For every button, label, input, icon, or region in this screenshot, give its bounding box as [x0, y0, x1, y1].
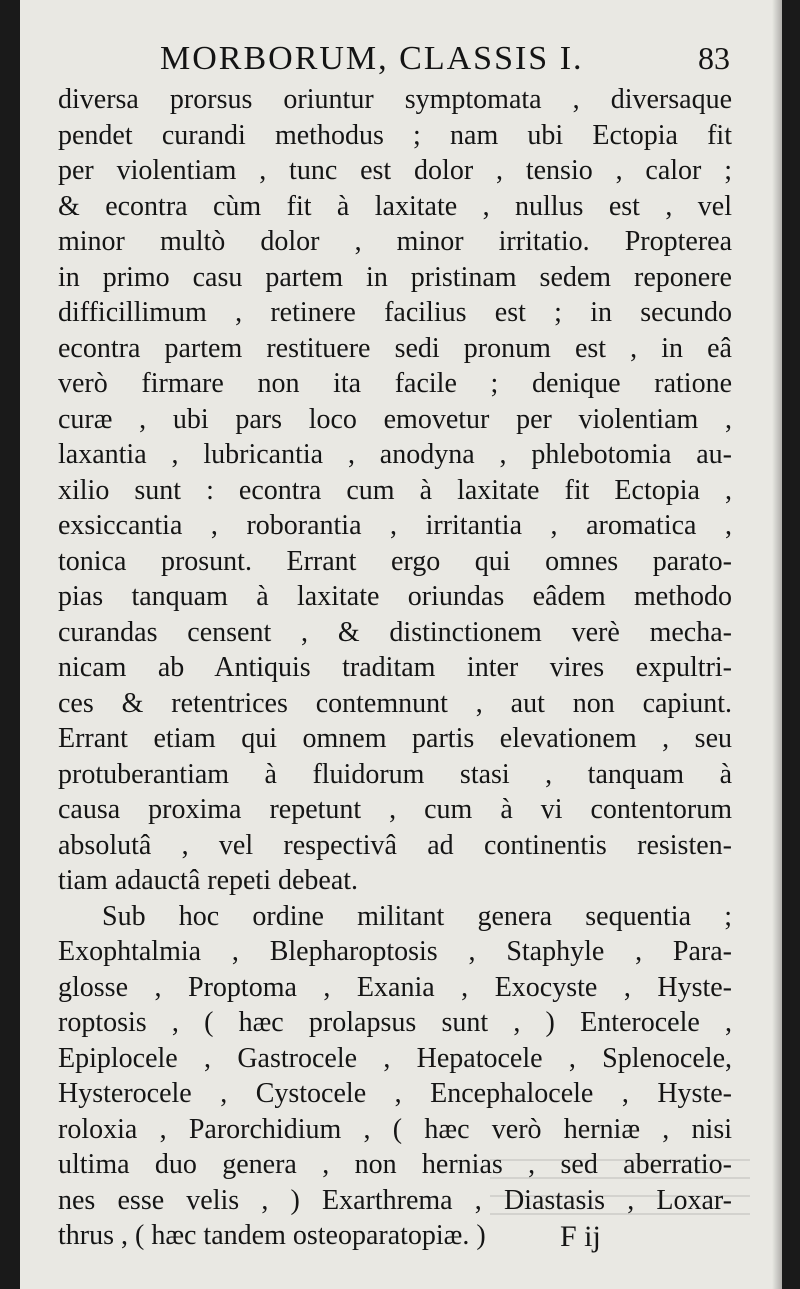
text-line: ces & retentrices contemnunt , aut non capiunt. [58, 687, 732, 719]
text-line: pias tanquam à laxitate oriundas eâdem methodo [58, 581, 732, 612]
text-line: Epiplocele , Gastrocele , Hepatocele , Splenocele, [58, 1042, 732, 1074]
page-header [60, 40, 740, 88]
text-line: roloxia , Parorchidium , ( hæc verò herniæ , nisi [58, 1113, 732, 1145]
page-number: 83 [698, 40, 730, 76]
text-line: diversa prorsus oriuntur symptomata , diversaque [58, 84, 732, 115]
text-line: tonica prosunt. Errant ergo qui omnes parato- [58, 545, 732, 577]
text-line: laxantia , lubricantia , anodyna , phlebotomia au- [58, 439, 732, 470]
text-line: econtra partem restituere sedi pronum est , in eâ [58, 332, 732, 364]
text-line: xilio sunt : econtra cum à laxitate fit Ectopia , [58, 474, 732, 506]
text-line: curandas censent , & distinctionem verè mecha- [58, 616, 732, 648]
text-line: & econtra cùm fit à laxitate , nullus est , vel [58, 190, 732, 222]
text-line: minor multò dolor , minor irritatio. Propterea [58, 226, 732, 257]
text-line: exsiccantia , roborantia , irritantia , aromatica , [58, 510, 732, 541]
text-line: Errant etiam qui omnem partis elevationem , seu [58, 723, 732, 754]
text-line: verò firmare non ita facile ; denique ratione [58, 368, 732, 399]
text-line: causa proxima repetunt , cum à vi contentorum [58, 794, 732, 825]
text-line: difficillimum , retinere facilius est ; in secundo [58, 297, 732, 328]
page-edge-shadow [772, 0, 782, 1289]
signature-mark: F ij [560, 1220, 601, 1253]
book-page [20, 0, 782, 1289]
text-line: nicam ab Antiquis traditam inter vires expultri- [58, 652, 732, 683]
text-line: roptosis , ( hæc prolapsus sunt , ) Enterocele , [58, 1007, 732, 1038]
text-line: protuberantiam à fluidorum stasi , tanquam à [58, 758, 732, 790]
text-line: tiam adauctâ repeti debeat. [58, 865, 359, 896]
text-line: Sub hoc ordine militant genera sequentia ; [102, 900, 732, 932]
text-line: nes esse velis , ) Exarthrema , Diastasis , Loxar- [58, 1184, 732, 1216]
text-line: curæ , ubi pars loco emovetur per violentiam , [58, 403, 732, 435]
show-through-text [490, 1155, 750, 1215]
text-line: in primo casu partem in pristinam sedem reponere [58, 261, 732, 293]
text-line: pendet curandi methodus ; nam ubi Ectopia fit [58, 119, 732, 151]
text-line: Hysterocele , Cystocele , Encephalocele , Hyste- [58, 1078, 732, 1109]
paragraph-1 [58, 82, 732, 899]
text-line: glosse , Proptoma , Exania , Exocyste , Hyste- [58, 971, 732, 1003]
text-line: absolutâ , vel respectivâ ad continentis resisten- [58, 829, 732, 861]
text-line: thrus , ( hæc tandem osteoparatopiæ. ) [58, 1220, 486, 1251]
text-line: ultima duo genera , non hernias , sed aberratio- [58, 1149, 732, 1180]
text-line: per violentiam , tunc est dolor , tensio , calor ; [58, 155, 732, 186]
body-text [58, 82, 732, 1254]
running-title: MORBORUM, CLASSIS I. [160, 40, 584, 77]
text-line: Exophtalmia , Blepharoptosis , Staphyle , Para- [58, 936, 732, 967]
